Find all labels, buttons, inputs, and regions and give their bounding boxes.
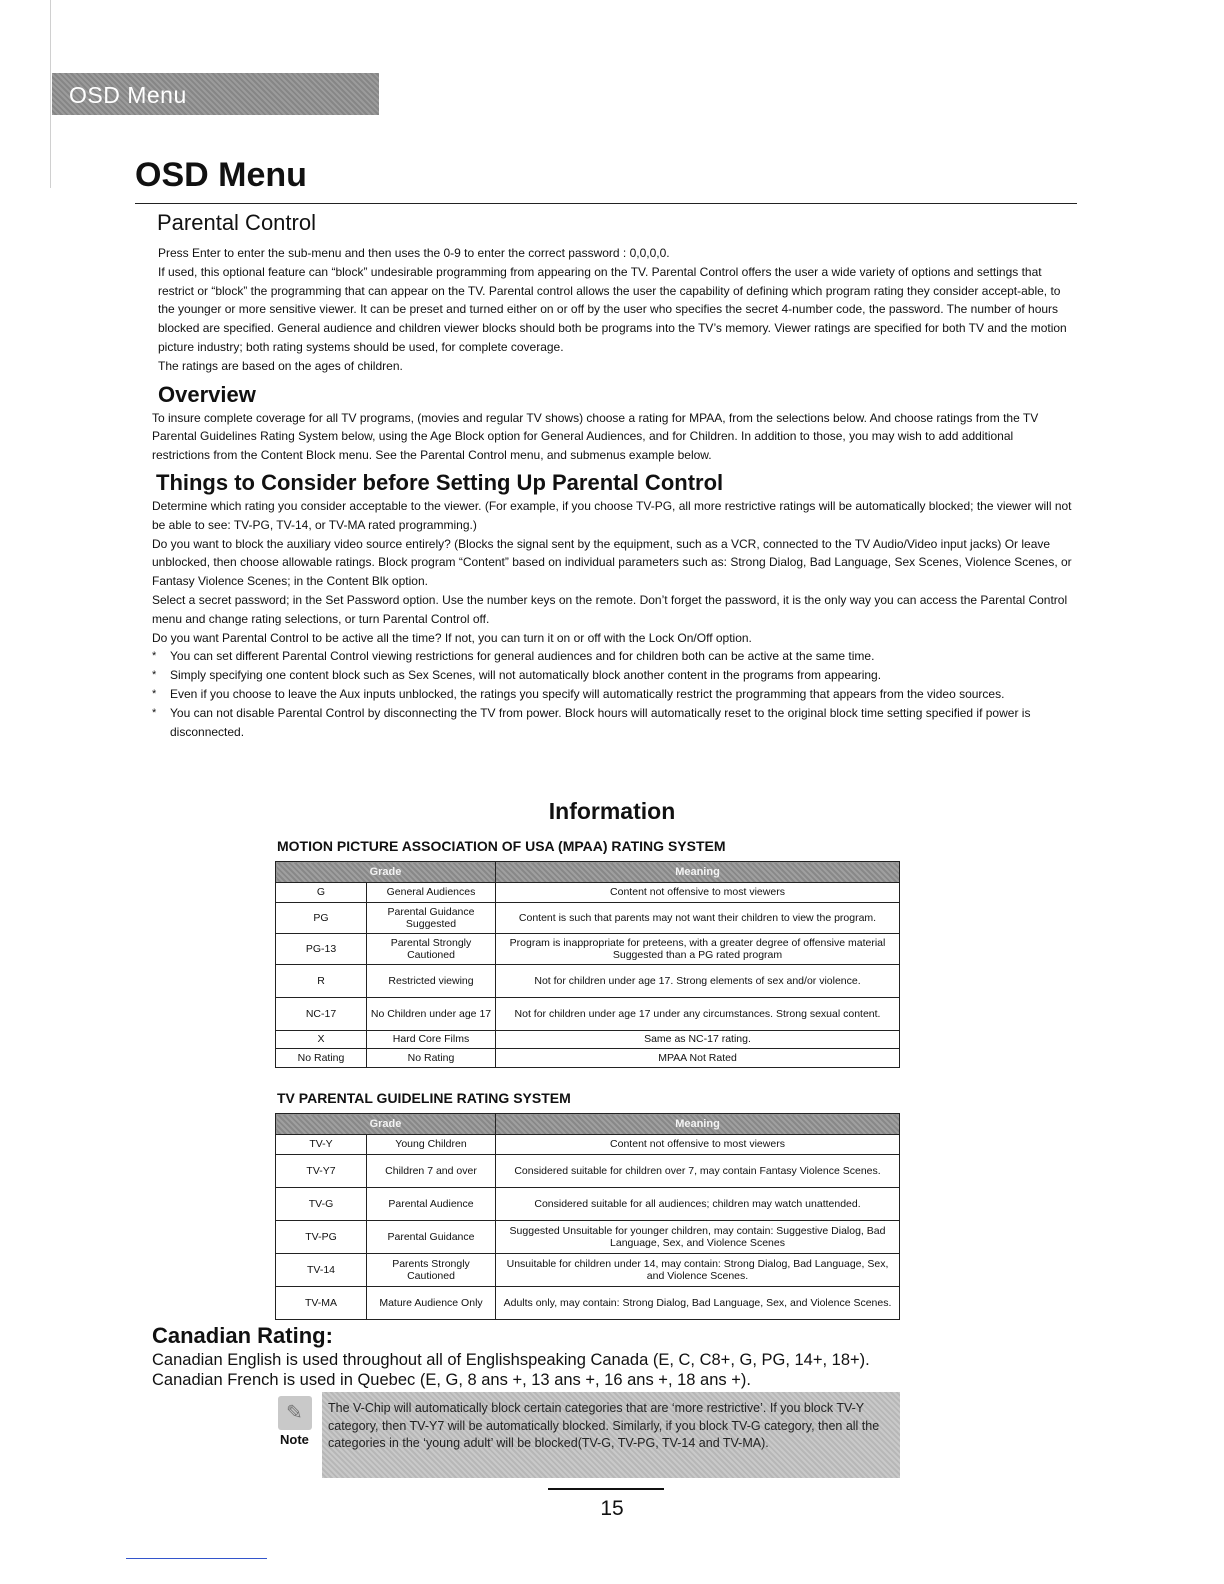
table-row: G General Audiences Content not offensive to most viewers <box>276 883 900 903</box>
things-p1: Determine which rating you consider acceptable to the viewer. (For example, if you choose TV-PG, all more restrictive ratings will be automatically blocked; the viewer will not be able to see: TV-PG, TV-14, or TV-MA rated programming.) <box>152 498 1072 532</box>
grade-column-header: Grade <box>276 1114 496 1135</box>
table-row: TV-Y7 Children 7 and over Considered suitable for children over 7, may contain Fantasy Violence Scenes. <box>276 1155 900 1188</box>
canadian-rating-heading: Canadian Rating: <box>152 1323 333 1348</box>
canadian-english-line: Canadian English is used throughout all of Englishspeaking Canada (E, C, C8+, G, PG, 14+, 18+). <box>152 1351 870 1369</box>
table-row: X Hard Core Films Same as NC-17 rating. <box>276 1031 900 1049</box>
table-row: R Restricted viewing Not for children under age 17. Strong elements of sex and/or violence. <box>276 965 900 998</box>
table-row: TV-G Parental Audience Considered suitable for all audiences; children may watch unattended. <box>276 1188 900 1221</box>
page-title: OSD Menu <box>135 156 307 194</box>
things-p2: Do you want to block the auxiliary video source entirely? (Blocks the signal sent by the equipment, such as a VCR, connected to the TV Audio/Video input jacks) Or leave unblocked, then choose allowable ratings. Block program “Content” based on individual parameters such as: Strong Dialog, Bad Language, Sex Scenes, Violence Scenes, or Fantasy Violence Scenes; in the Content Blk option. <box>152 536 1072 589</box>
bullet-item: * Simply specifying one content block such as Sex Scenes, will not automatically block another content in the programs from appearing. <box>152 666 1072 685</box>
bullet-mark: * <box>152 669 157 682</box>
title-divider <box>135 203 1077 204</box>
note-box <box>322 1392 900 1478</box>
parental-control-p2: If used, this optional feature can “block” undesirable programming from appearing on the TV. Parental Control offers the user a wide variety of options and settings that restrict or “block” the programming that can appear on the TV. Parental control allows the user the capability of defining which program rating they consider accept-able, to the younger or more sensitive viewer. It can be preset and turned either on or off by the user who specifies the secret 4-number code, the password. The number of hours blocked are specified. General audience and children viewer blocks should both be programs into the TV’s memory. Viewer ratings are specified for both TV and the motion picture industry; both rating systems should be used, for complete coverage. <box>158 264 1067 354</box>
bottom-left-rule <box>126 1558 267 1559</box>
meaning-column-header: Meaning <box>496 862 900 883</box>
section-header-bar <box>52 73 379 115</box>
table-row: TV-14 Parents Strongly Cautioned Unsuitable for children under 14, may contain: Strong Dialog, Bad Language, Sex, and Violence Scenes. <box>276 1254 900 1287</box>
information-heading: Information <box>548 798 676 824</box>
bullet-item: * You can not disable Parental Control by disconnecting the TV from power. Block hours will automatically reset to the original block time setting specified if power is disconnected. <box>152 705 1031 739</box>
meaning-column-header: Meaning <box>496 1114 900 1135</box>
table-row: TV-Y Young Children Content not offensive to most viewers <box>276 1135 900 1155</box>
table-row: No Rating No Rating MPAA Not Rated <box>276 1049 900 1068</box>
things-heading: Things to Consider before Setting Up Parental Control <box>156 469 724 495</box>
grade-column-header: Grade <box>276 862 496 883</box>
table-row: NC-17 No Children under age 17 Not for children under age 17 under any circumstances. Strong sexual content. <box>276 998 900 1031</box>
parental-control-p3: The ratings are based on the ages of children. <box>158 358 403 373</box>
bullet-item: * Even if you choose to leave the Aux inputs unblocked, the ratings you specify will automatically restrict the programming that appears from the video sources. <box>152 685 1072 704</box>
left-margin-rule <box>50 0 51 188</box>
parental-control-p1: Press Enter to enter the sub-menu and then uses the 0-9 to enter the correct password : 0,0,0,0. <box>158 246 670 260</box>
things-p3: Select a secret password; in the Set Password option. Use the number keys on the remote. Don’t forget the password, it is the only way you can access the Parental Control menu and change rating selections, or turn Parental Control off. <box>152 592 1068 626</box>
table-header-row <box>276 1114 900 1135</box>
overview-heading: Overview <box>158 381 256 407</box>
table-row: TV-PG Parental Guidance Suggested Unsuitable for younger children, may contain: Suggestive Dialog, Bad Language, Sex, and Violence Scenes <box>276 1221 900 1254</box>
section-header-label: OSD Menu <box>69 82 187 108</box>
canadian-french-line: Canadian French is used in Quebec (E, G, 8 ans +, 13 ans +, 16 ans +, 18 ans +). <box>152 1371 751 1389</box>
parental-control-heading: Parental Control <box>157 210 316 235</box>
table-header-row <box>276 862 900 883</box>
mpaa-table-title: MOTION PICTURE ASSOCIATION OF USA (MPAA) RATING SYSTEM <box>277 838 726 854</box>
note-text: The V-Chip will automatically block certain categories that are ‘more restrictive’. If you block TV-Y category, then TV-Y7 will be automatically blocked. Similarly, if you block TV-G category, then all the categories in the ‘young adult’ will be blocked(TV-G, TV-PG, TV-14 and TV-MA). <box>328 1401 880 1450</box>
tv-table-title: TV PARENTAL GUIDELINE RATING SYSTEM <box>277 1090 571 1106</box>
note-pen-icon: ✎ <box>278 1396 312 1430</box>
table-row: PG-13 Parental Strongly Cautioned Program is inappropriate for preteens, with a greater degree of offensive material Suggested than a PG rated program <box>276 934 900 965</box>
bullet-mark: * <box>152 706 157 719</box>
main-content <box>152 210 1072 741</box>
bullet-mark: * <box>152 687 157 700</box>
page-number: 15 <box>600 1497 624 1520</box>
overview-text: To insure complete coverage for all TV programs, (movies and regular TV shows) choose a rating for MPAA, from the selections below. And choose ratings from the TV Parental Guidelines Rating System below, using the Age Block option for General Audiences, and for Children. In addition to those, you may wish to add additional restrictions from the Content Block menu. See the Parental Control menu, and submenus example below. <box>152 410 1039 463</box>
mpaa-rating-table <box>275 861 900 1068</box>
bullet-item: * You can set different Parental Control viewing restrictions for general audiences and for children both can be active at the same time. <box>152 647 1072 666</box>
tv-rating-table <box>275 1113 900 1320</box>
things-p4: Do you want Parental Control to be active all the time? If not, you can turn it on or off with the Lock On/Off option. <box>152 630 752 645</box>
note-label: Note <box>280 1432 309 1447</box>
table-row: TV-MA Mature Audience Only Adults only, may contain: Strong Dialog, Bad Language, Sex, and Violence Scenes. <box>276 1287 900 1320</box>
page-number-rule <box>548 1488 664 1490</box>
bullet-mark: * <box>152 650 157 663</box>
table-row: PG Parental Guidance Suggested Content is such that parents may not want their children to view the program. <box>276 903 900 934</box>
